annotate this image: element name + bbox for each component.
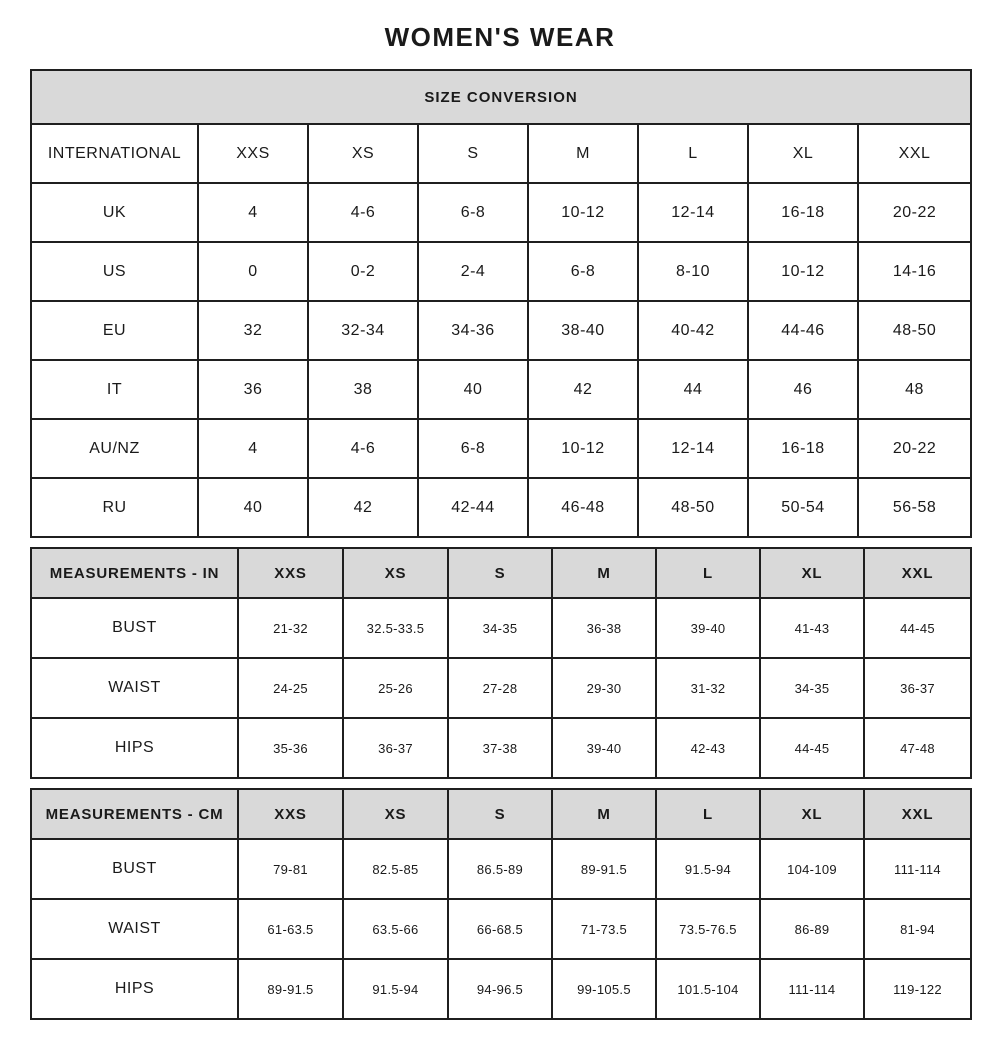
size-cell: 38-40 bbox=[528, 301, 638, 360]
measurement-cell: 94-96.5 bbox=[448, 959, 552, 1019]
size-cell: 10-12 bbox=[528, 419, 638, 478]
col-xxs: XXS bbox=[238, 789, 343, 839]
row-label-us: US bbox=[31, 242, 198, 301]
size-cell: 32 bbox=[198, 301, 308, 360]
measurement-cell: 44-45 bbox=[760, 718, 864, 778]
measurement-cell: 86.5-89 bbox=[448, 839, 552, 899]
measurement-cell: 41-43 bbox=[760, 598, 864, 658]
col-m: M bbox=[552, 548, 656, 598]
size-cell: 16-18 bbox=[748, 183, 858, 242]
col-xs: XS bbox=[308, 124, 418, 183]
size-cell: 16-18 bbox=[748, 419, 858, 478]
size-cell: 36 bbox=[198, 360, 308, 419]
col-xl: XL bbox=[760, 548, 864, 598]
measurement-cell: 119-122 bbox=[864, 959, 971, 1019]
col-xxl: XXL bbox=[858, 124, 971, 183]
size-cell: 46 bbox=[748, 360, 858, 419]
measurement-cell: 104-109 bbox=[760, 839, 864, 899]
col-l: L bbox=[656, 789, 760, 839]
size-cell: 48-50 bbox=[858, 301, 971, 360]
size-cell: 8-10 bbox=[638, 242, 748, 301]
col-s: S bbox=[448, 548, 552, 598]
measurement-cell: 101.5-104 bbox=[656, 959, 760, 1019]
measurement-cell: 111-114 bbox=[864, 839, 971, 899]
measurement-cell: 82.5-85 bbox=[343, 839, 448, 899]
row-label-it: IT bbox=[31, 360, 198, 419]
table-row bbox=[31, 899, 971, 959]
col-xxl: XXL bbox=[864, 548, 971, 598]
table-row bbox=[31, 839, 971, 899]
size-conversion-table bbox=[30, 69, 972, 538]
measurement-cell: 25-26 bbox=[343, 658, 448, 718]
size-cell: 4 bbox=[198, 419, 308, 478]
row-label-bust: BUST bbox=[31, 839, 238, 899]
size-conversion-column-row bbox=[31, 124, 971, 183]
size-cell: 6-8 bbox=[418, 183, 528, 242]
size-cell: 40 bbox=[198, 478, 308, 537]
measurement-cell: 36-37 bbox=[864, 658, 971, 718]
size-cell: 6-8 bbox=[528, 242, 638, 301]
measurement-cell: 91.5-94 bbox=[343, 959, 448, 1019]
row-label-aunz: AU/NZ bbox=[31, 419, 198, 478]
measurement-cell: 31-32 bbox=[656, 658, 760, 718]
measurements-in-table bbox=[30, 547, 972, 779]
size-cell: 10-12 bbox=[748, 242, 858, 301]
measurement-cell: 24-25 bbox=[238, 658, 343, 718]
table-row bbox=[31, 419, 971, 478]
row-label-hips: HIPS bbox=[31, 718, 238, 778]
table-row bbox=[31, 183, 971, 242]
size-cell: 42-44 bbox=[418, 478, 528, 537]
size-cell: 42 bbox=[308, 478, 418, 537]
measurement-cell: 39-40 bbox=[656, 598, 760, 658]
size-cell: 10-12 bbox=[528, 183, 638, 242]
size-cell: 4 bbox=[198, 183, 308, 242]
size-cell: 48-50 bbox=[638, 478, 748, 537]
size-cell: 56-58 bbox=[858, 478, 971, 537]
table-row bbox=[31, 959, 971, 1019]
measurements-in-title: MEASUREMENTS - IN bbox=[31, 548, 238, 598]
measurement-cell: 47-48 bbox=[864, 718, 971, 778]
row-label-uk: UK bbox=[31, 183, 198, 242]
col-m: M bbox=[552, 789, 656, 839]
size-cell: 20-22 bbox=[858, 183, 971, 242]
row-label-hips: HIPS bbox=[31, 959, 238, 1019]
measurements-cm-title: MEASUREMENTS - CM bbox=[31, 789, 238, 839]
row-label-waist: WAIST bbox=[31, 658, 238, 718]
measurement-cell: 42-43 bbox=[656, 718, 760, 778]
measurement-cell: 66-68.5 bbox=[448, 899, 552, 959]
size-cell: 44-46 bbox=[748, 301, 858, 360]
size-cell: 0-2 bbox=[308, 242, 418, 301]
measurement-cell: 39-40 bbox=[552, 718, 656, 778]
col-xxl: XXL bbox=[864, 789, 971, 839]
size-cell: 4-6 bbox=[308, 183, 418, 242]
col-l: L bbox=[638, 124, 748, 183]
size-cell: 38 bbox=[308, 360, 418, 419]
table-row bbox=[31, 658, 971, 718]
measurement-cell: 37-38 bbox=[448, 718, 552, 778]
measurements-cm-table bbox=[30, 788, 972, 1020]
col-xl: XL bbox=[748, 124, 858, 183]
measurement-cell: 71-73.5 bbox=[552, 899, 656, 959]
size-cell: 44 bbox=[638, 360, 748, 419]
col-international: INTERNATIONAL bbox=[31, 124, 198, 183]
size-cell: 14-16 bbox=[858, 242, 971, 301]
col-s: S bbox=[418, 124, 528, 183]
measurement-cell: 89-91.5 bbox=[238, 959, 343, 1019]
col-xs: XS bbox=[343, 548, 448, 598]
page-title: WOMEN'S WEAR bbox=[384, 22, 616, 52]
col-xxs: XXS bbox=[238, 548, 343, 598]
size-cell: 4-6 bbox=[308, 419, 418, 478]
col-xl: XL bbox=[760, 789, 864, 839]
col-m: M bbox=[528, 124, 638, 183]
col-s: S bbox=[448, 789, 552, 839]
measurement-cell: 44-45 bbox=[864, 598, 971, 658]
row-label-waist: WAIST bbox=[31, 899, 238, 959]
measurement-cell: 21-32 bbox=[238, 598, 343, 658]
table-row bbox=[31, 360, 971, 419]
size-cell: 40-42 bbox=[638, 301, 748, 360]
measurement-cell: 89-91.5 bbox=[552, 839, 656, 899]
row-label-eu: EU bbox=[31, 301, 198, 360]
row-label-bust: BUST bbox=[31, 598, 238, 658]
table-row bbox=[31, 718, 971, 778]
measurement-cell: 34-35 bbox=[760, 658, 864, 718]
size-cell: 20-22 bbox=[858, 419, 971, 478]
col-xs: XS bbox=[343, 789, 448, 839]
measurement-cell: 27-28 bbox=[448, 658, 552, 718]
measurement-cell: 73.5-76.5 bbox=[656, 899, 760, 959]
size-cell: 12-14 bbox=[638, 183, 748, 242]
table-row bbox=[31, 301, 971, 360]
measurement-cell: 111-114 bbox=[760, 959, 864, 1019]
size-cell: 2-4 bbox=[418, 242, 528, 301]
size-cell: 46-48 bbox=[528, 478, 638, 537]
size-conversion-header: SIZE CONVERSION bbox=[31, 70, 971, 124]
size-cell: 34-36 bbox=[418, 301, 528, 360]
size-cell: 42 bbox=[528, 360, 638, 419]
measurement-cell: 35-36 bbox=[238, 718, 343, 778]
measurement-cell: 36-38 bbox=[552, 598, 656, 658]
measurement-cell: 34-35 bbox=[448, 598, 552, 658]
col-l: L bbox=[656, 548, 760, 598]
table-row bbox=[31, 598, 971, 658]
size-cell: 32-34 bbox=[308, 301, 418, 360]
size-cell: 0 bbox=[198, 242, 308, 301]
size-cell: 50-54 bbox=[748, 478, 858, 537]
measurements-in-header-row bbox=[31, 548, 971, 598]
measurement-cell: 81-94 bbox=[864, 899, 971, 959]
row-label-ru: RU bbox=[31, 478, 198, 537]
size-cell: 40 bbox=[418, 360, 528, 419]
measurement-cell: 61-63.5 bbox=[238, 899, 343, 959]
table-row bbox=[31, 478, 971, 537]
size-cell: 12-14 bbox=[638, 419, 748, 478]
measurements-cm-header-row bbox=[31, 789, 971, 839]
measurement-cell: 32.5-33.5 bbox=[343, 598, 448, 658]
table-row bbox=[31, 242, 971, 301]
measurement-cell: 29-30 bbox=[552, 658, 656, 718]
measurement-cell: 79-81 bbox=[238, 839, 343, 899]
measurement-cell: 36-37 bbox=[343, 718, 448, 778]
size-cell: 6-8 bbox=[418, 419, 528, 478]
size-cell: 48 bbox=[858, 360, 971, 419]
measurement-cell: 91.5-94 bbox=[656, 839, 760, 899]
measurement-cell: 99-105.5 bbox=[552, 959, 656, 1019]
col-xxs: XXS bbox=[198, 124, 308, 183]
measurement-cell: 86-89 bbox=[760, 899, 864, 959]
measurement-cell: 63.5-66 bbox=[343, 899, 448, 959]
